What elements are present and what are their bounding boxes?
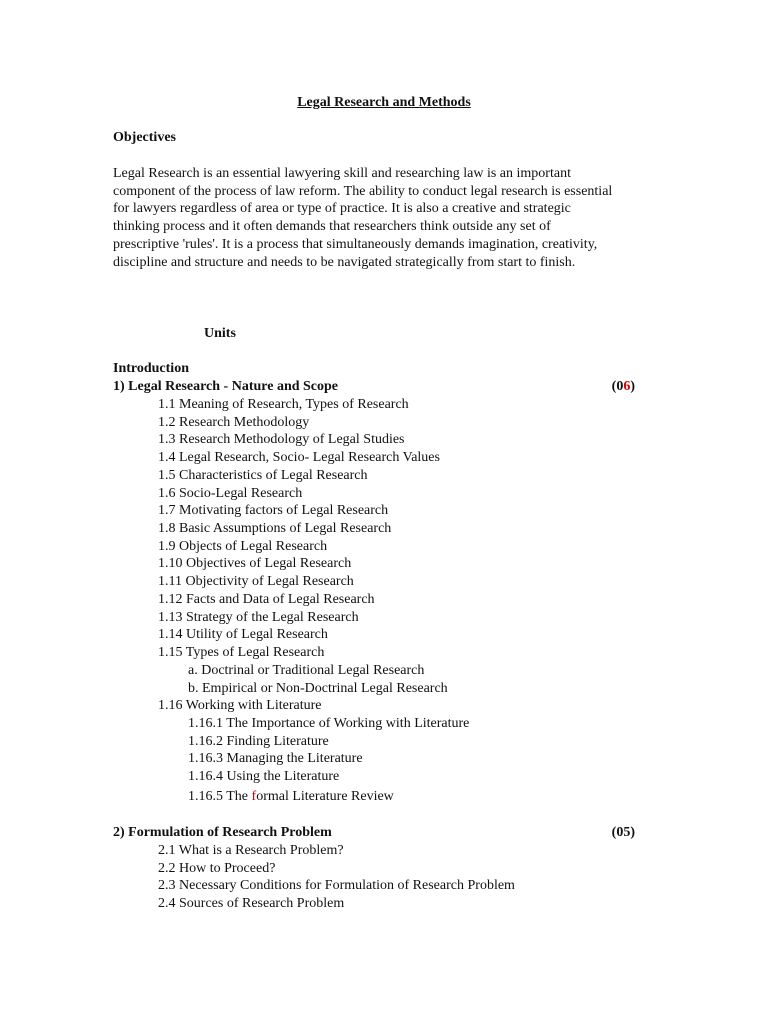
unit-1-title: 1) Legal Research - Nature and Scope (113, 379, 339, 394)
paragraph-line: Legal Research is an essential lawyering skill and researching law is an important (113, 166, 571, 181)
unit-1-heading (113, 378, 635, 396)
list-item: 1.7 Motivating factors of Legal Research (158, 503, 389, 519)
unit-1-hours (612, 378, 635, 396)
objectives-heading: Objectives (113, 130, 176, 145)
list-item: 1.11 Objectivity of Legal Research (158, 574, 354, 590)
document-title: Legal Research and Methods (297, 95, 471, 110)
unit-2-title: 2) Formulation of Research Problem (113, 825, 332, 840)
item-text-before: 1.16.5 The (188, 789, 252, 804)
unit-2-hours: (05) (611, 825, 635, 840)
list-item: 1.16.3 Managing the Literature (188, 751, 363, 767)
paragraph-line: discipline and structure and needs to be navigated strategically from start to finish. (113, 254, 576, 270)
list-item: 1.4 Legal Research, Socio- Legal Research Values (158, 450, 440, 466)
list-item: a. Doctrinal or Traditional Legal Research (188, 662, 425, 678)
list-item: b. Empirical or Non-Doctrinal Legal Research (188, 680, 448, 696)
list-item: 2.2 How to Proceed? (158, 860, 276, 876)
paragraph-line: thinking process and it often demands that researchers think outside any set of (113, 219, 551, 235)
list-item: 1.16.2 Finding Literature (188, 733, 329, 749)
list-item: 1.16.4 Using the Literature (188, 769, 340, 785)
item-text-red: f (251, 789, 257, 804)
item-text-after: ormal Literature Review (256, 789, 394, 804)
hours-red-digit: 6 (623, 379, 631, 394)
list-item: 1.8 Basic Assumptions of Legal Research (158, 521, 392, 537)
list-item: 1.6 Socio-Legal Research (158, 485, 303, 501)
units-heading: Units (204, 326, 236, 341)
unit-2-heading (113, 824, 635, 842)
hours-open: (0 (611, 379, 624, 394)
paragraph-line: for lawyers regardless of area or type of practice. It is also a creative and strategic (113, 201, 571, 217)
list-item: 1.3 Research Methodology of Legal Studies (158, 432, 405, 448)
list-item: 1.16.1 The Importance of Working with Literature (188, 715, 470, 731)
list-item: 1.13 Strategy of the Legal Research (158, 609, 359, 625)
hours-close: ) (630, 379, 635, 394)
list-item: 1.10 Objectives of Legal Research (158, 556, 352, 572)
list-item: 1.16 Working with Literature (158, 698, 322, 714)
objectives-paragraph (113, 165, 653, 271)
list-item: 2.1 What is a Research Problem? (158, 843, 344, 858)
paragraph-line: prescriptive 'rules'. It is a process that simultaneously demands imagination, creativity, (113, 236, 598, 252)
list-item: 2.4 Sources of Research Problem (158, 896, 345, 912)
list-item: 1.14 Utility of Legal Research (158, 627, 328, 643)
list-item: 1.12 Facts and Data of Legal Research (158, 591, 375, 607)
list-item: 2.3 Necessary Conditions for Formulation of Research Problem (158, 878, 515, 894)
list-item: 1.9 Objects of Legal Research (158, 538, 328, 554)
introduction-heading: Introduction (113, 361, 189, 376)
paragraph-line: component of the process of law reform. The ability to conduct legal research is essential (113, 183, 613, 199)
list-item (188, 788, 394, 806)
list-item: 1.2 Research Methodology (158, 414, 310, 430)
list-item: 1.15 Types of Legal Research (158, 645, 325, 661)
list-item: 1.5 Characteristics of Legal Research (158, 467, 368, 483)
list-item: 1.1 Meaning of Research, Types of Research (158, 397, 409, 412)
